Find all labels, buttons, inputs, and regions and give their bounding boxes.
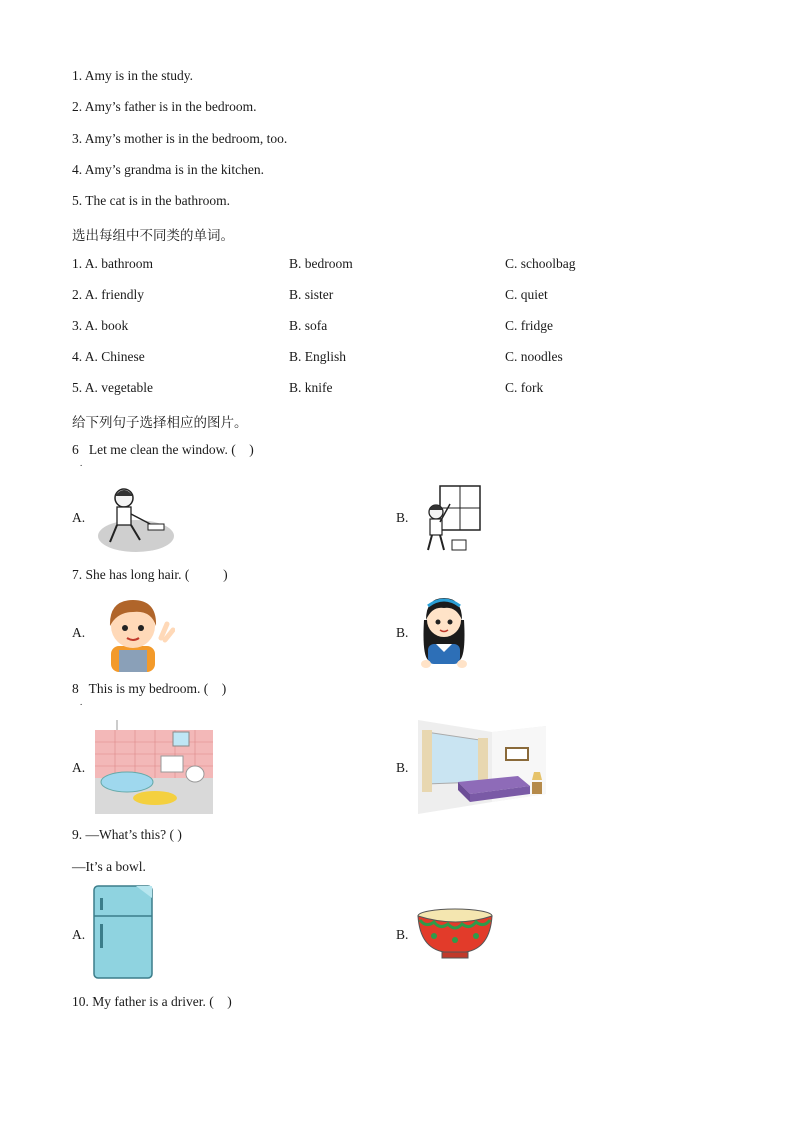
q3-option-b: B. sofa: [289, 318, 328, 333]
girl-cleaning-window-image[interactable]: [418, 484, 484, 554]
fridge-image[interactable]: [90, 884, 156, 982]
q4-option-b: B. English: [289, 349, 347, 364]
dot-mark: .: [80, 458, 83, 468]
statement-5: 5. The cat is in the bathroom.: [72, 193, 230, 208]
q2-option-b: B. sister: [289, 287, 334, 302]
q6-label-b: B.: [396, 510, 409, 525]
q9-label-b: B.: [396, 927, 409, 942]
question-10: 10. My father is a driver. ( ): [72, 994, 232, 1009]
q5-option-c: C. fork: [505, 380, 544, 395]
question-8: 8 This is my bedroom. ( ): [72, 681, 227, 696]
q6-label-a: A.: [72, 510, 86, 525]
q7-label-b: B.: [396, 625, 409, 640]
section-heading-pictures: 给下列句子选择相应的图片。: [72, 415, 248, 431]
question-9-answer: —It’s a bowl.: [72, 859, 146, 874]
q1-option-a: 1. A. bathroom: [72, 256, 153, 271]
bathroom-image[interactable]: [95, 720, 213, 814]
q2-option-a: 2. A. friendly: [72, 287, 144, 302]
question-7: 7. She has long hair. ( ): [72, 567, 228, 582]
boy-cleaning-floor-image[interactable]: [96, 484, 176, 554]
bowl-image[interactable]: [416, 908, 494, 960]
dot-mark: .: [80, 697, 83, 707]
q8-label-b: B.: [396, 760, 409, 775]
q8-label-a: A.: [72, 760, 86, 775]
q7-label-a: A.: [72, 625, 86, 640]
q5-option-b: B. knife: [289, 380, 333, 395]
statement-1: 1. Amy is in the study.: [72, 68, 194, 83]
q3-option-a: 3. A. book: [72, 318, 129, 333]
q4-option-a: 4. A. Chinese: [72, 349, 145, 364]
q1-option-b: B. bedroom: [289, 256, 353, 271]
short-hair-girl-image[interactable]: [95, 594, 175, 672]
bedroom-image[interactable]: [418, 720, 546, 814]
q1-option-c: C. schoolbag: [505, 256, 576, 271]
long-hair-girl-image[interactable]: [416, 594, 472, 670]
statement-3: 3. Amy’s mother is in the bedroom, too.: [72, 131, 288, 146]
statement-4: 4. Amy’s grandma is in the kitchen.: [72, 162, 264, 177]
q4-option-c: C. noodles: [505, 349, 563, 364]
q3-option-c: C. fridge: [505, 318, 553, 333]
q9-label-a: A.: [72, 927, 86, 942]
statement-2: 2. Amy’s father is in the bedroom.: [72, 99, 257, 114]
q2-option-c: C. quiet: [505, 287, 548, 302]
question-9: 9. —What’s this? ( ): [72, 827, 182, 842]
section-heading-odd-one-out: 选出每组中不同类的单词。: [72, 228, 234, 244]
question-6: 6 Let me clean the window. ( ): [72, 442, 254, 457]
q5-option-a: 5. A. vegetable: [72, 380, 153, 395]
